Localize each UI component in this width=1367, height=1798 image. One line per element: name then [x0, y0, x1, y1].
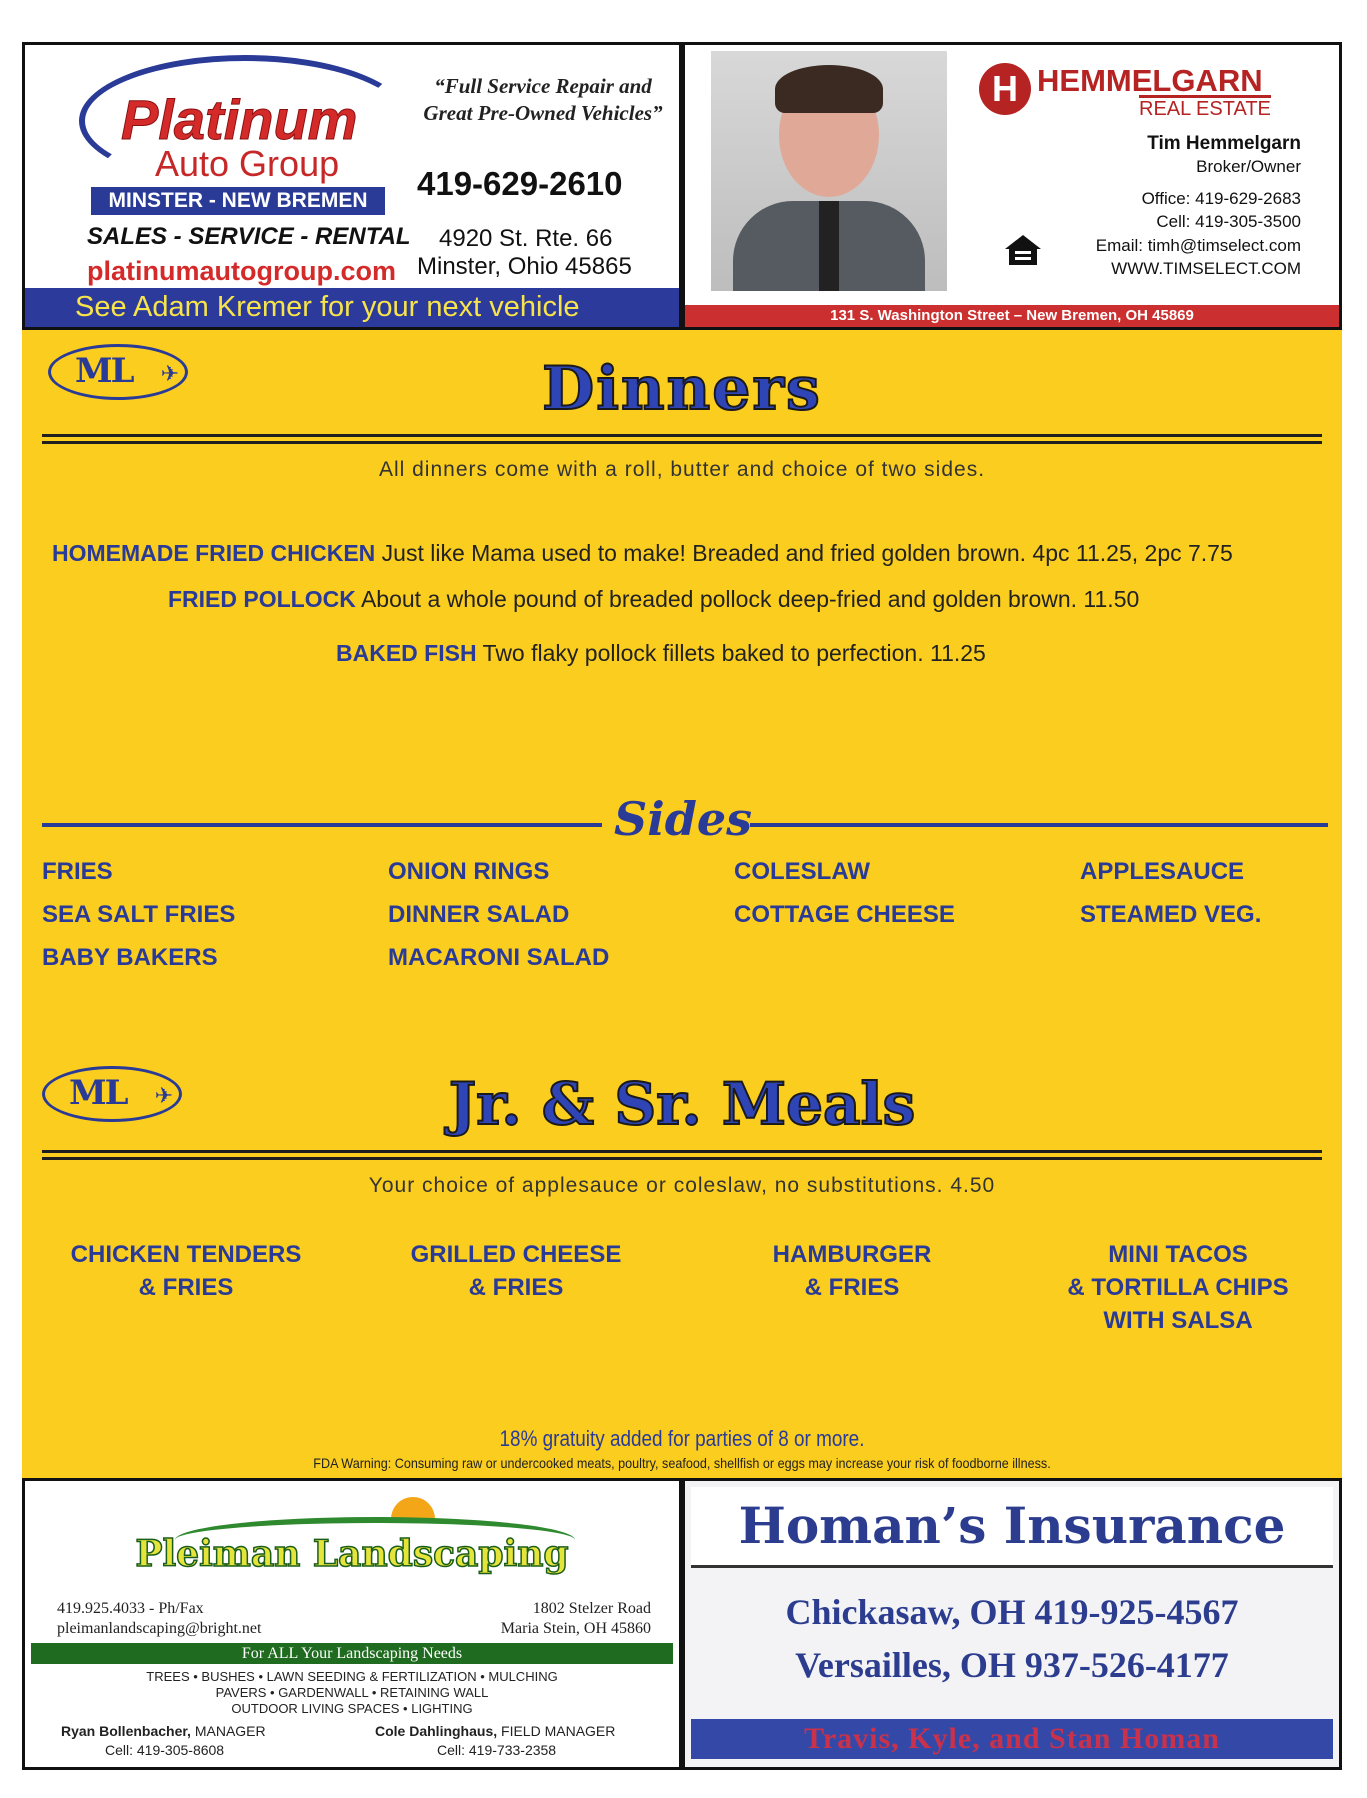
- platinum-locations: MINSTER - NEW BREMEN: [91, 187, 385, 215]
- homan-brand: Homan’s Insurance: [691, 1487, 1333, 1568]
- airplane-icon: ✈: [154, 1083, 173, 1108]
- agent-photo: [711, 51, 947, 291]
- homan-line-2: Versailles, OH 937-526-4177: [795, 1645, 1229, 1685]
- dinners-divider: [42, 434, 1322, 444]
- side-onion-rings: ONION RINGS: [388, 858, 550, 885]
- pleiman-services-1: TREES • BUSHES • LAWN SEEDING & FERTILIZATION • MULCHING: [146, 1669, 558, 1684]
- ml-logo: ML ✈: [42, 1066, 182, 1122]
- hemmelgarn-brand-line1: HEMMELGARN: [1037, 63, 1263, 98]
- side-macaroni-salad: MACARONI SALAD: [388, 944, 610, 971]
- meal-hamburger: HAMBURGER & FRIES: [772, 1241, 932, 1301]
- pleiman-phone: 419.925.4033 - Ph/Fax: [57, 1600, 204, 1617]
- pleiman-contact-1-cell: Cell: 419-305-8608: [105, 1742, 225, 1758]
- meals-divider: [42, 1150, 1322, 1160]
- dinner-item-fried-pollock: FRIED POLLOCK About a whole pound of breaded pollock deep-fried and golden brown. 11.50: [168, 586, 1140, 612]
- hemmelgarn-office: Office: 419-629-2683: [1141, 189, 1301, 208]
- pleiman-brand: Pleiman Landscaping: [135, 1533, 569, 1575]
- side-steamed-veg: STEAMED VEG.: [1080, 901, 1262, 928]
- dinners-title: Dinners: [542, 354, 822, 424]
- dinners-intro: All dinners come with a roll, butter and choice of two sides.: [378, 458, 986, 481]
- platinum-phone: 419-629-2610: [417, 165, 623, 202]
- hemmelgarn-website: WWW.TIMSELECT.COM: [1111, 259, 1301, 278]
- hemmelgarn-logo-icon: H: [979, 63, 1031, 115]
- side-cottage-cheese: COTTAGE CHEESE: [734, 901, 955, 928]
- hemmelgarn-cell: Cell: 419-305-3500: [1156, 212, 1301, 231]
- platinum-address-line2: Minster, Ohio 45865: [417, 253, 632, 280]
- meals-title: Jr. & Sr. Meals: [448, 1070, 916, 1138]
- pleiman-landscaping-ad: [22, 1478, 682, 1770]
- side-coleslaw: COLESLAW: [734, 858, 870, 885]
- meal-mini-tacos: MINI TACOS & TORTILLA CHIPS WITH SALSA: [1067, 1241, 1289, 1334]
- platinum-address-line1: 4920 St. Rte. 66: [439, 225, 613, 252]
- hemmelgarn-ad: [682, 42, 1342, 330]
- platinum-brand-line2: Auto Group: [155, 143, 340, 184]
- sides-line-left: [42, 823, 602, 827]
- hemmelgarn-email: Email: timh@timselect.com: [1095, 236, 1301, 255]
- hemmelgarn-brand-line2: REAL ESTATE: [1139, 95, 1271, 121]
- side-sea-salt-fries: SEA SALT FRIES: [42, 901, 236, 928]
- equal-housing-icon: [1003, 233, 1043, 267]
- hemmelgarn-role: Broker/Owner: [1196, 157, 1301, 176]
- pleiman-services-2: PAVERS • GARDENWALL • RETAINING WALL: [215, 1685, 489, 1700]
- sides-line-right: [750, 823, 1328, 827]
- meal-grilled-cheese: GRILLED CHEESE & FRIES: [410, 1241, 622, 1301]
- sides-title: Sides: [614, 792, 753, 846]
- homans-insurance-ad: [682, 1478, 1342, 1770]
- meal-chicken-tenders: CHICKEN TENDERS & FRIES: [70, 1241, 302, 1301]
- platinum-auto-ad: [22, 42, 682, 330]
- homan-line-1: Chickasaw, OH 419-925-4567: [785, 1592, 1239, 1632]
- dinner-item-fried-chicken: HOMEMADE FRIED CHICKEN Just like Mama used to make! Breaded and fried golden brown. 4pc 11.25, 2pc 7.75: [52, 540, 1233, 566]
- pleiman-banner: For ALL Your Landscaping Needs: [31, 1643, 673, 1664]
- side-applesauce: APPLESAUCE: [1080, 858, 1245, 885]
- meals-intro: Your choice of applesauce or coleslaw, no substitutions. 4.50: [368, 1174, 996, 1197]
- platinum-services: SALES - SERVICE - RENTAL: [87, 223, 411, 250]
- platinum-brand-line1: Platinum: [121, 88, 358, 151]
- pleiman-email: pleimanlandscaping@bright.net: [57, 1620, 262, 1637]
- pleiman-city: Maria Stein, OH 45860: [500, 1620, 651, 1637]
- platinum-tagline: “Full Service Repair and Great Pre-Owned Vehicles”: [423, 74, 663, 125]
- airplane-icon: ✈: [160, 361, 179, 386]
- side-baby-bakers: BABY BAKERS: [42, 944, 218, 971]
- fda-warning: FDA Warning: Consuming raw or undercooked meats, poultry, seafood, shellfish or eggs may increase your risk of foodborne illness.: [313, 1455, 1051, 1471]
- pleiman-services-3: OUTDOOR LIVING SPACES • LIGHTING: [231, 1701, 473, 1716]
- pleiman-contact-2: Cole Dahlinghaus, FIELD MANAGER: [375, 1723, 616, 1739]
- platinum-banner: See Adam Kremer for your next vehicle: [25, 288, 679, 327]
- pleiman-contact-1: Ryan Bollenbacher, MANAGER: [61, 1723, 266, 1739]
- menu-panel: [22, 330, 1342, 1478]
- homan-banner: Travis, Kyle, and Stan Homan: [691, 1719, 1333, 1759]
- side-fries: FRIES: [42, 858, 113, 885]
- hemmelgarn-address-bar: 131 S. Washington Street – New Bremen, OH 45869: [685, 305, 1339, 327]
- pleiman-street: 1802 Stelzer Road: [532, 1600, 651, 1617]
- gratuity-note: 18% gratuity added for parties of 8 or more.: [499, 1426, 865, 1451]
- hemmelgarn-name: Tim Hemmelgarn: [1147, 133, 1301, 154]
- side-dinner-salad: DINNER SALAD: [388, 901, 570, 928]
- pleiman-contact-2-cell: Cell: 419-733-2358: [437, 1742, 557, 1758]
- ml-logo: ML ✈: [48, 344, 188, 400]
- dinner-item-baked-fish: BAKED FISH Two flaky pollock fillets baked to perfection. 11.25: [336, 640, 986, 666]
- platinum-website: platinumautogroup.com: [87, 256, 396, 286]
